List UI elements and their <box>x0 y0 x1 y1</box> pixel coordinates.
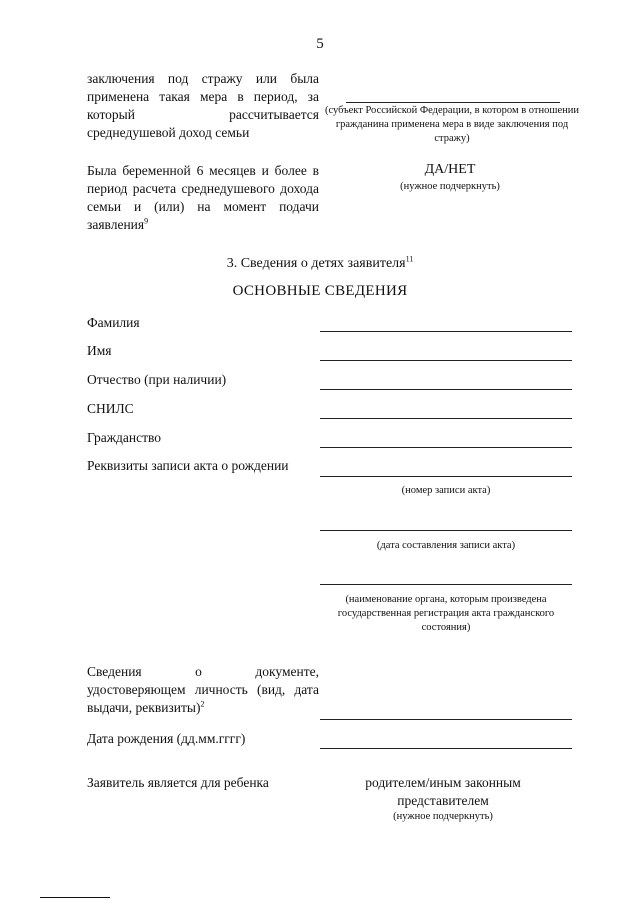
pregnancy-text: Была беременной 6 месяцев и более в период расчета среднедушевого дохода семьи и (или) на момент подачи заявления$^9$ <box>87 163 319 232</box>
identity-doc-text: Сведения о документе, удостоверяющем личность (вид, дата выдачи, реквизиты)$^2$ <box>87 664 319 715</box>
field-surname-line[interactable] <box>320 331 572 332</box>
field-name-line[interactable] <box>320 360 572 361</box>
custody-caption: (субъект Российской Федерации, в котором в отношении гражданина применена мера в виде заключения под стражу) <box>325 105 579 144</box>
birth-date-label: Дата рождения (дд.мм.гггг) <box>87 731 246 746</box>
field-name-label: Имя <box>87 343 112 358</box>
field-citizenship-line[interactable] <box>320 447 572 448</box>
custody-region-line[interactable] <box>346 102 560 103</box>
field-snils-line[interactable] <box>320 418 572 419</box>
field-snils-label: СНИЛС <box>87 401 134 416</box>
identity-doc-line[interactable] <box>320 719 572 720</box>
birth-date-line[interactable] <box>320 748 572 749</box>
field-patronymic-line[interactable] <box>320 389 572 390</box>
footnote-rule <box>40 897 110 898</box>
field-citizenship-label: Гражданство <box>87 430 162 445</box>
applicant-role-hint: (нужное подчеркнуть) <box>393 811 493 822</box>
birth-record-authority-caption: (наименование органа, которым произведена государственная регистрация акта гражданского состояния) <box>337 594 555 633</box>
section-subtitle: ОСНОВНЫЕ СВЕДЕНИЯ <box>232 283 408 299</box>
birth-record-number-line[interactable] <box>320 476 572 477</box>
birth-record-authority-line[interactable] <box>320 584 572 585</box>
applicant-role-value[interactable]: родителем/иным законным представителем <box>365 775 521 808</box>
pregnancy-hint: (нужное подчеркнуть) <box>400 181 500 192</box>
page-number: 5 <box>316 36 324 52</box>
pregnancy-choice[interactable]: ДА/НЕТ <box>424 162 476 177</box>
field-birth-record-label: Реквизиты записи акта о рождении <box>87 458 289 473</box>
applicant-role-label: Заявитель является для ребенка <box>87 775 269 790</box>
birth-record-number-caption: (номер записи акта) <box>401 485 491 496</box>
birth-record-date-caption: (дата составления записи акта) <box>376 540 516 551</box>
section-title: 3. Сведения о детях заявителя$^{11}$ <box>226 254 414 271</box>
field-surname-label: Фамилия <box>87 315 140 330</box>
custody-text: заключения под стражу или была применена такая мера в период, за который рассчитывается среднедушевой доход семьи <box>87 71 319 140</box>
field-patronymic-label: Отчество (при наличии) <box>87 372 227 387</box>
birth-record-date-line[interactable] <box>320 530 572 531</box>
